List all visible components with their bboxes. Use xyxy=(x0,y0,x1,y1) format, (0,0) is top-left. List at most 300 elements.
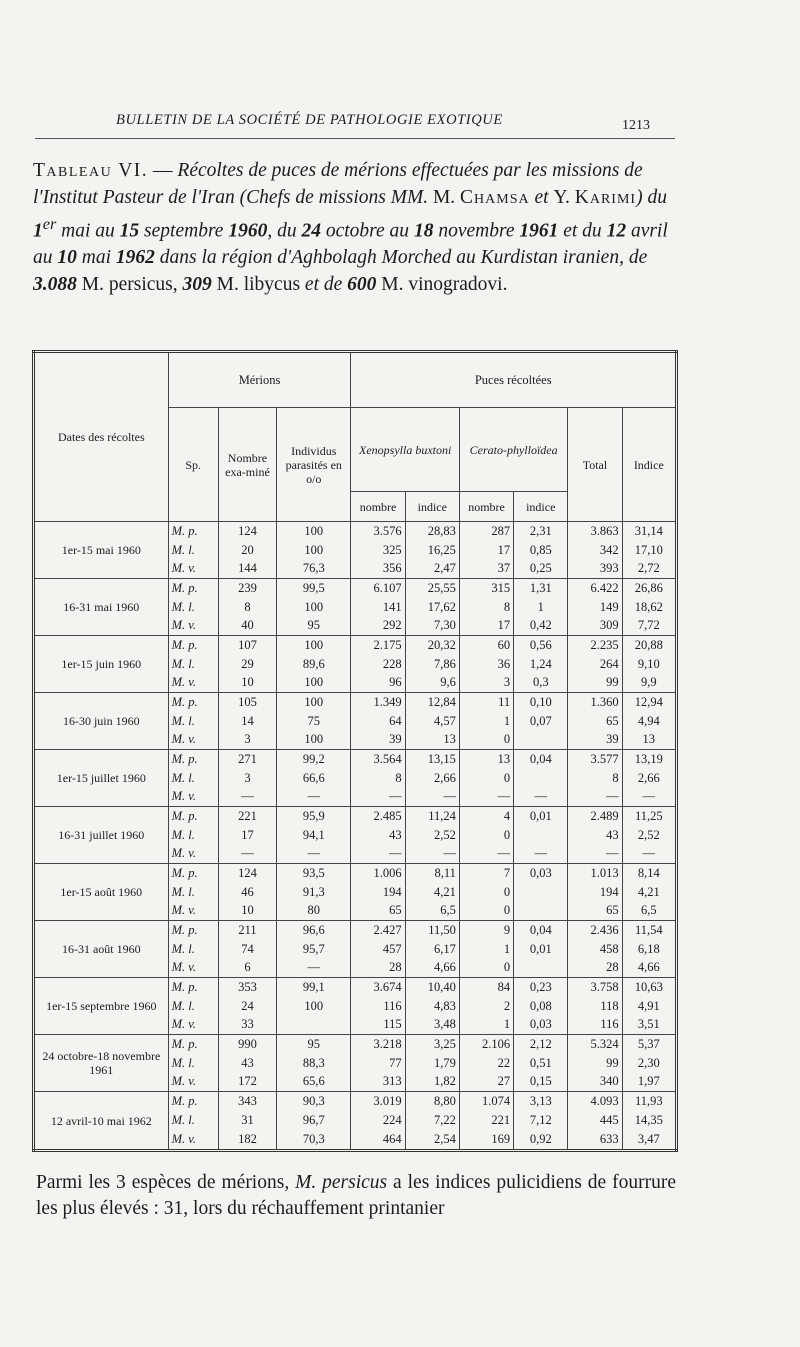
cell-ind: 3,47 xyxy=(622,1129,676,1150)
cell-pct: 100 xyxy=(277,522,351,541)
cell-sp: M. p. xyxy=(168,636,218,655)
caption-name-2: Karimi xyxy=(574,186,637,208)
cell-nb: 144 xyxy=(218,559,276,578)
cell-ind: 13 xyxy=(622,730,676,749)
caption-initial-1: M. xyxy=(428,186,461,208)
cell-cn: 17 xyxy=(459,616,513,635)
cell-ci: — xyxy=(514,844,568,863)
cell-cn: 9 xyxy=(459,921,513,940)
cell-ind: — xyxy=(622,787,676,806)
cell-pct: — xyxy=(277,844,351,863)
table-row xyxy=(34,864,677,883)
caption-d1: 1 xyxy=(33,220,43,242)
cell-xi: 4,21 xyxy=(405,883,459,902)
cell-nb: 20 xyxy=(218,541,276,560)
cell-cn: 3 xyxy=(459,673,513,692)
cell-sp: M. p. xyxy=(168,579,218,598)
caption-title-9: avril au xyxy=(33,220,668,268)
cell-ind: — xyxy=(622,844,676,863)
cell-ci: 0,10 xyxy=(514,693,568,712)
cell-ci: 0,03 xyxy=(514,1015,568,1034)
cell-xi: 2,66 xyxy=(405,769,459,788)
header-merions: Mérions xyxy=(168,352,351,408)
cell-xi: 2,47 xyxy=(405,559,459,578)
cell-tot: 43 xyxy=(568,826,622,845)
cell-pct: 99,2 xyxy=(277,750,351,769)
cell-pct: 80 xyxy=(277,901,351,920)
cell-sp: M. v. xyxy=(168,1015,218,1034)
cell-cn: 22 xyxy=(459,1054,513,1073)
cell-ind: 4,94 xyxy=(622,712,676,731)
cell-sp: M. v. xyxy=(168,730,218,749)
cell-xn: 6.107 xyxy=(351,579,405,598)
cell-tot: — xyxy=(568,844,622,863)
caption-title-10: mai xyxy=(76,247,116,268)
cell-ind: 14,35 xyxy=(622,1111,676,1130)
cell-ci: 0,01 xyxy=(514,807,568,826)
cell-xn: 96 xyxy=(351,673,405,692)
caption-n3: 600 xyxy=(347,273,377,295)
cell-ci xyxy=(514,901,568,920)
caption-title-11: dans la région d'Aghbolagh Morched au Kurdistan iranien, de xyxy=(154,247,648,268)
cell-nb: 40 xyxy=(218,616,276,635)
cell-ci: 0,04 xyxy=(514,750,568,769)
cell-nb: 353 xyxy=(218,978,276,997)
cell-xi: 11,50 xyxy=(405,921,459,940)
cell-pct: 100 xyxy=(277,730,351,749)
cell-cn: 0 xyxy=(459,826,513,845)
cell-xn: — xyxy=(351,787,405,806)
row-date: 16-31 mai 1960 xyxy=(34,579,169,636)
cell-ci: 7,12 xyxy=(514,1111,568,1130)
cell-pct: 95 xyxy=(277,616,351,635)
cell-xn: 43 xyxy=(351,826,405,845)
cell-nb: 211 xyxy=(218,921,276,940)
cell-xi: 4,66 xyxy=(405,958,459,977)
cell-pct: 70,3 xyxy=(277,1129,351,1150)
cell-tot: 5.324 xyxy=(568,1035,622,1054)
cell-ind: 26,86 xyxy=(622,579,676,598)
cell-xn: 39 xyxy=(351,730,405,749)
cell-nb: 239 xyxy=(218,579,276,598)
cell-sp: M. v. xyxy=(168,559,218,578)
cell-nb: 3 xyxy=(218,769,276,788)
cell-ind: 9,10 xyxy=(622,655,676,674)
cell-xi: 4,57 xyxy=(405,712,459,731)
cell-xi: 7,22 xyxy=(405,1111,459,1130)
cell-sp: M. v. xyxy=(168,787,218,806)
cell-sp: M. p. xyxy=(168,522,218,541)
caption-title-6: octobre au xyxy=(320,220,414,242)
cell-ind: 13,19 xyxy=(622,750,676,769)
body-paragraph xyxy=(36,1170,676,1222)
cell-nb: 14 xyxy=(218,712,276,731)
cell-pct: 91,3 xyxy=(277,883,351,902)
row-date: 24 octobre-18 novembre 1961 xyxy=(34,1035,169,1092)
cell-ind: 12,94 xyxy=(622,693,676,712)
table-row xyxy=(34,522,677,541)
table-row xyxy=(34,1092,677,1111)
cell-nb: 17 xyxy=(218,826,276,845)
cell-xn: 325 xyxy=(351,541,405,560)
cell-ind: 8,14 xyxy=(622,864,676,883)
cell-sp: M. v. xyxy=(168,958,218,977)
cell-sp: M. p. xyxy=(168,1092,218,1111)
table-row xyxy=(34,636,677,655)
cell-nb: 10 xyxy=(218,673,276,692)
cell-pct: 75 xyxy=(277,712,351,731)
header-individus: Individus parasités en o/o xyxy=(277,408,351,522)
cell-sp: M. l. xyxy=(168,598,218,617)
cell-ind: 31,14 xyxy=(622,522,676,541)
table-row xyxy=(34,579,677,598)
cell-nb: 33 xyxy=(218,1015,276,1034)
cell-nb: — xyxy=(218,844,276,863)
cell-cn: 169 xyxy=(459,1129,513,1150)
cell-xi: 6,5 xyxy=(405,901,459,920)
cell-ci: 2,12 xyxy=(514,1035,568,1054)
cell-cn: 0 xyxy=(459,883,513,902)
body-text-1: Parmi les 3 espèces de mérions, xyxy=(36,1172,296,1193)
cell-sp: M. l. xyxy=(168,997,218,1016)
cell-tot: 39 xyxy=(568,730,622,749)
row-date: 16-31 juillet 1960 xyxy=(34,807,169,864)
cell-ci: 0,07 xyxy=(514,712,568,731)
page-number: 1213 xyxy=(622,118,650,133)
cell-xi: 3,25 xyxy=(405,1035,459,1054)
cell-xi: 8,11 xyxy=(405,864,459,883)
cell-xi: 11,24 xyxy=(405,807,459,826)
cell-ind: 11,93 xyxy=(622,1092,676,1111)
cell-cn: 315 xyxy=(459,579,513,598)
cell-sp: M. v. xyxy=(168,673,218,692)
row-date: 1er-15 juillet 1960 xyxy=(34,750,169,807)
cell-ind: 10,63 xyxy=(622,978,676,997)
cell-xn: 3.218 xyxy=(351,1035,405,1054)
cell-sp: M. v. xyxy=(168,616,218,635)
cell-xn: 292 xyxy=(351,616,405,635)
cell-xi: 2,54 xyxy=(405,1129,459,1150)
row-date: 1er-15 septembre 1960 xyxy=(34,978,169,1035)
cell-pct: 88,3 xyxy=(277,1054,351,1073)
cell-cn: 1 xyxy=(459,712,513,731)
cell-sp: M. v. xyxy=(168,901,218,920)
cell-xi: — xyxy=(405,787,459,806)
cell-cn: 37 xyxy=(459,559,513,578)
cell-nb: 31 xyxy=(218,1111,276,1130)
cell-nb: 10 xyxy=(218,901,276,920)
cell-sp: M. l. xyxy=(168,769,218,788)
cell-ind: 20,88 xyxy=(622,636,676,655)
caption-sp2: M. libycus xyxy=(211,273,305,295)
caption-initial-2: Y. xyxy=(553,186,575,208)
header-puces: Puces récoltées xyxy=(351,352,677,408)
cell-sp: M. p. xyxy=(168,693,218,712)
cell-sp: M. p. xyxy=(168,864,218,883)
cell-tot: 1.013 xyxy=(568,864,622,883)
cell-pct: 95,7 xyxy=(277,940,351,959)
cell-pct: 65,6 xyxy=(277,1072,351,1091)
cell-xn: 8 xyxy=(351,769,405,788)
cell-xn: 64 xyxy=(351,712,405,731)
cell-tot: 445 xyxy=(568,1111,622,1130)
table-row xyxy=(34,978,677,997)
cell-nb: 6 xyxy=(218,958,276,977)
cell-cn: — xyxy=(459,844,513,863)
cell-xn: 2.485 xyxy=(351,807,405,826)
cell-sp: M. p. xyxy=(168,1035,218,1054)
cell-ci: 0,04 xyxy=(514,921,568,940)
cell-pct: 96,7 xyxy=(277,1111,351,1130)
table-row xyxy=(34,750,677,769)
cell-tot: 264 xyxy=(568,655,622,674)
cell-ci: 0,56 xyxy=(514,636,568,655)
caption-sp1: M. persicus, xyxy=(76,273,183,295)
cell-nb: 46 xyxy=(218,883,276,902)
cell-nb: — xyxy=(218,787,276,806)
cell-tot: 118 xyxy=(568,997,622,1016)
cell-sp: M. v. xyxy=(168,1072,218,1091)
cell-tot: 194 xyxy=(568,883,622,902)
cell-xi: 20,32 xyxy=(405,636,459,655)
cell-nb: 172 xyxy=(218,1072,276,1091)
caption-y2: 1961 xyxy=(519,220,559,242)
cell-xi: 13,15 xyxy=(405,750,459,769)
cell-cn: 287 xyxy=(459,522,513,541)
cell-pct: — xyxy=(277,787,351,806)
cell-tot: 633 xyxy=(568,1129,622,1150)
running-head: BULLETIN DE LA SOCIÉTÉ DE PATHOLOGIE EXOTIQUE xyxy=(116,112,503,128)
cell-ci: 1 xyxy=(514,598,568,617)
table-body xyxy=(34,522,677,1151)
cell-pct: 76,3 xyxy=(277,559,351,578)
cell-xi: 4,83 xyxy=(405,997,459,1016)
cell-xi: 10,40 xyxy=(405,978,459,997)
cell-ind: 11,54 xyxy=(622,921,676,940)
cell-ci: 0,51 xyxy=(514,1054,568,1073)
cell-sp: M. l. xyxy=(168,541,218,560)
cell-nb: 124 xyxy=(218,864,276,883)
table-row xyxy=(34,1035,677,1054)
cell-sp: M. p. xyxy=(168,750,218,769)
cell-ind: 11,25 xyxy=(622,807,676,826)
cell-tot: 99 xyxy=(568,1054,622,1073)
table-row xyxy=(34,921,677,940)
cell-ind: 2,52 xyxy=(622,826,676,845)
cell-pct: 100 xyxy=(277,598,351,617)
cell-pct xyxy=(277,1015,351,1034)
cell-xn: 1.349 xyxy=(351,693,405,712)
header-indice: Indice xyxy=(622,408,676,522)
cell-tot: 28 xyxy=(568,958,622,977)
body-text-2: a les indices pulicidiens de fourrure les plus élevés : 31, lors du réchauffement printanier xyxy=(36,1172,677,1219)
header-nombre-examine: Nombre exa-miné xyxy=(218,408,276,522)
header-x-indice: indice xyxy=(405,492,459,522)
cell-ind: 7,72 xyxy=(622,616,676,635)
cell-ci: 0,15 xyxy=(514,1072,568,1091)
cell-pct: 100 xyxy=(277,541,351,560)
cell-nb: 74 xyxy=(218,940,276,959)
cell-tot: 309 xyxy=(568,616,622,635)
cell-cn: 0 xyxy=(459,901,513,920)
cell-cn: 0 xyxy=(459,958,513,977)
cell-pct: 89,6 xyxy=(277,655,351,674)
cell-ind: 4,66 xyxy=(622,958,676,977)
caption-d3: 24 xyxy=(301,220,321,242)
cell-xn: 141 xyxy=(351,598,405,617)
caption-n2: 309 xyxy=(182,273,212,295)
cell-ci: — xyxy=(514,787,568,806)
caption-and: et xyxy=(529,186,554,208)
cell-ci xyxy=(514,826,568,845)
cell-sp: M. l. xyxy=(168,1111,218,1130)
cell-tot: 116 xyxy=(568,1015,622,1034)
caption-d5: 12 xyxy=(606,220,627,242)
cell-xn: 3.576 xyxy=(351,522,405,541)
cell-ind: 6,5 xyxy=(622,901,676,920)
cell-xn: 115 xyxy=(351,1015,405,1034)
caption-d2: 15 xyxy=(119,220,140,242)
cell-xi: 28,83 xyxy=(405,522,459,541)
header-dates: Dates des récoltes xyxy=(34,352,169,522)
caption-title-3: mai au xyxy=(56,220,120,242)
cell-ind: 1,97 xyxy=(622,1072,676,1091)
cell-tot: 3.758 xyxy=(568,978,622,997)
header-total: Total xyxy=(568,408,622,522)
cell-nb: 29 xyxy=(218,655,276,674)
cell-ci xyxy=(514,958,568,977)
caption-et: et de xyxy=(304,273,348,295)
cell-sp: M. l. xyxy=(168,1054,218,1073)
cell-ci: 0,3 xyxy=(514,673,568,692)
cell-ind: 18,62 xyxy=(622,598,676,617)
cell-nb: 990 xyxy=(218,1035,276,1054)
header-cerato: Cerato-phylloïdea xyxy=(459,408,567,492)
cell-tot: 149 xyxy=(568,598,622,617)
caption-y3: 1962 xyxy=(115,247,155,268)
cell-pct: 94,1 xyxy=(277,826,351,845)
cell-tot: 6.422 xyxy=(568,579,622,598)
cell-pct: 93,5 xyxy=(277,864,351,883)
cell-ind: 4,21 xyxy=(622,883,676,902)
cell-nb: 3 xyxy=(218,730,276,749)
cell-tot: 3.863 xyxy=(568,522,622,541)
cell-cn: 36 xyxy=(459,655,513,674)
cell-xi: 7,30 xyxy=(405,616,459,635)
cell-ind: 2,66 xyxy=(622,769,676,788)
cell-xn: 28 xyxy=(351,958,405,977)
cell-cn: 0 xyxy=(459,730,513,749)
cell-xi: 7,86 xyxy=(405,655,459,674)
row-date: 16-31 août 1960 xyxy=(34,921,169,978)
caption-title-2: ) du xyxy=(636,186,667,208)
cell-nb: 221 xyxy=(218,807,276,826)
caption-dash: — xyxy=(148,160,178,181)
cell-xn: 224 xyxy=(351,1111,405,1130)
cell-tot: — xyxy=(568,787,622,806)
cell-tot: 2.235 xyxy=(568,636,622,655)
cell-nb: 271 xyxy=(218,750,276,769)
header-c-indice: indice xyxy=(514,492,568,522)
cell-sp: M. l. xyxy=(168,826,218,845)
cell-tot: 8 xyxy=(568,769,622,788)
cell-xi: 25,55 xyxy=(405,579,459,598)
cell-ci: 0,85 xyxy=(514,541,568,560)
caption-d6: 10 xyxy=(57,247,77,268)
cell-ci: 0,01 xyxy=(514,940,568,959)
cell-ci xyxy=(514,883,568,902)
cell-nb: 182 xyxy=(218,1129,276,1150)
cell-xn: 2.175 xyxy=(351,636,405,655)
cell-ci: 0,42 xyxy=(514,616,568,635)
cell-cn: — xyxy=(459,787,513,806)
cell-xn: 194 xyxy=(351,883,405,902)
cell-pct: 100 xyxy=(277,636,351,655)
cell-pct: 99,1 xyxy=(277,978,351,997)
cell-xn: 3.674 xyxy=(351,978,405,997)
cell-xi: 2,52 xyxy=(405,826,459,845)
cell-xi: — xyxy=(405,844,459,863)
caption-title-8: et du xyxy=(558,220,607,242)
caption-title-5: , du xyxy=(267,220,302,242)
caption-label: Tableau VI. xyxy=(33,160,149,181)
cell-tot: 4.093 xyxy=(568,1092,622,1111)
caption-n1: 3.088 xyxy=(33,273,77,295)
cell-cn: 8 xyxy=(459,598,513,617)
cell-tot: 3.577 xyxy=(568,750,622,769)
cell-nb: 124 xyxy=(218,522,276,541)
table-row xyxy=(34,693,677,712)
cell-xn: 313 xyxy=(351,1072,405,1091)
cell-ind: 2,30 xyxy=(622,1054,676,1073)
caption-name-1: Chamsa xyxy=(460,186,530,208)
cell-sp: M. p. xyxy=(168,921,218,940)
cell-xn: 228 xyxy=(351,655,405,674)
cell-xn: 2.427 xyxy=(351,921,405,940)
caption-sp3: M. vinogradovi. xyxy=(376,273,508,295)
cell-ci xyxy=(514,730,568,749)
cell-pct: 100 xyxy=(277,673,351,692)
cell-sp: M. l. xyxy=(168,655,218,674)
cell-cn: 1 xyxy=(459,1015,513,1034)
cell-ci: 0,25 xyxy=(514,559,568,578)
cell-xn: 65 xyxy=(351,901,405,920)
cell-cn: 1 xyxy=(459,940,513,959)
cell-ci: 0,08 xyxy=(514,997,568,1016)
cell-sp: M. v. xyxy=(168,844,218,863)
cell-ci: 3,13 xyxy=(514,1092,568,1111)
cell-cn: 2 xyxy=(459,997,513,1016)
cell-sp: M. p. xyxy=(168,978,218,997)
cell-ind: 6,18 xyxy=(622,940,676,959)
cell-xi: 3,48 xyxy=(405,1015,459,1034)
cell-cn: 13 xyxy=(459,750,513,769)
cell-tot: 99 xyxy=(568,673,622,692)
cell-xn: 457 xyxy=(351,940,405,959)
cell-sp: M. v. xyxy=(168,1129,218,1150)
cell-xi: 13 xyxy=(405,730,459,749)
cell-xi: 9,6 xyxy=(405,673,459,692)
cell-xi: 8,80 xyxy=(405,1092,459,1111)
caption-title-4: septembre xyxy=(139,220,229,242)
cell-ind: 3,51 xyxy=(622,1015,676,1034)
cell-sp: M. p. xyxy=(168,807,218,826)
body-species: M. persicus xyxy=(295,1172,388,1193)
cell-nb: 343 xyxy=(218,1092,276,1111)
cell-ind: 4,91 xyxy=(622,997,676,1016)
cell-xn: — xyxy=(351,844,405,863)
cell-xi: 1,82 xyxy=(405,1072,459,1091)
